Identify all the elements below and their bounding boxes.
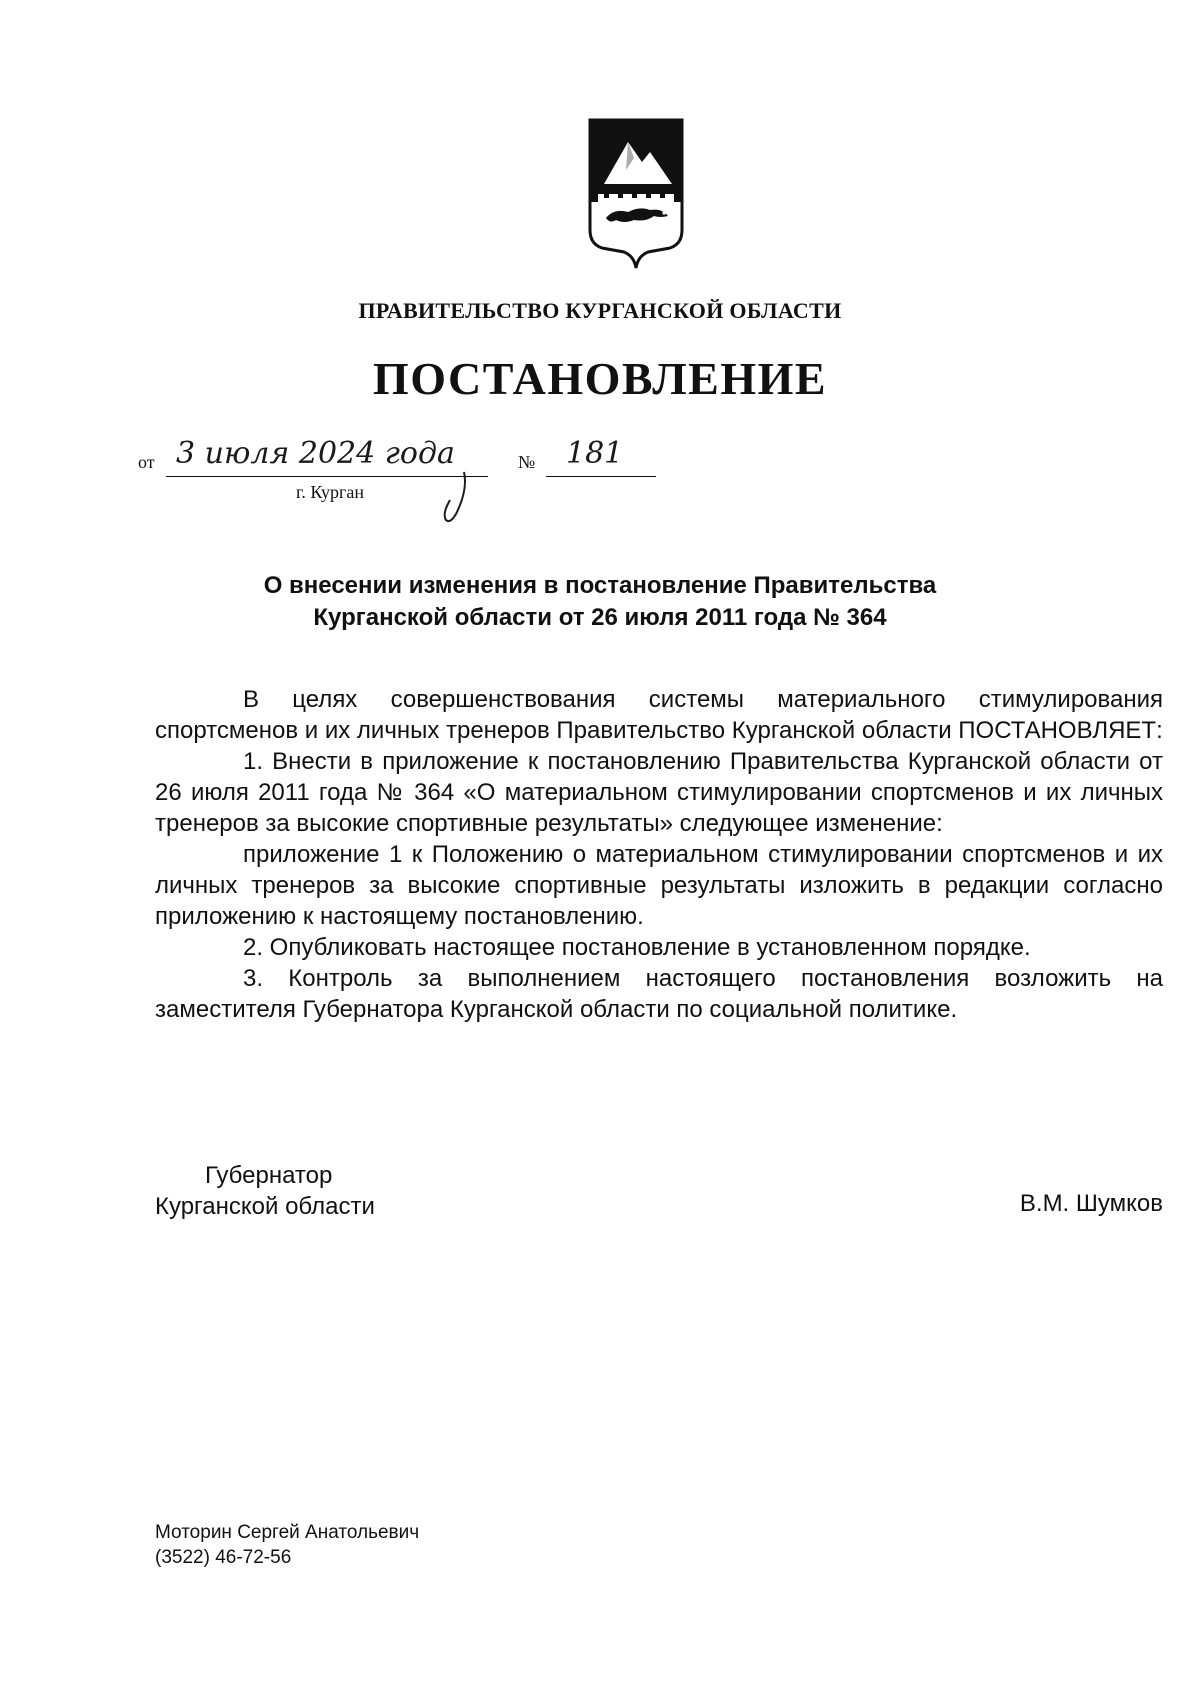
date-number-line [138, 436, 658, 526]
subject-line-1: О внесении изменения в постановление Правительства [263, 572, 937, 599]
handwritten-stroke [440, 470, 470, 526]
decree-body [155, 684, 1163, 1025]
signer-title-line-1: Губернатор [205, 1162, 333, 1189]
document-type: ПОСТАНОВЛЕНИЕ [372, 353, 828, 404]
handwritten-date: 3 июля 2024 года [176, 436, 455, 471]
executor-phone: (3522) 46-72-56 [155, 1547, 292, 1568]
body-paragraph-1: 1. Внести в приложение к постановлению Правительства Курганской области от 26 июля 2011 года № 364 «О материальном стимулировании спортсменов и их личных тренеров за высокие спортивные результаты» следующее изменение: [155, 748, 1163, 837]
handwritten-number: 181 [566, 436, 624, 471]
signature-block [155, 1160, 1163, 1240]
number-underline [546, 476, 656, 477]
subject-line-2: Курганской области от 26 июля 2011 года № 364 [313, 604, 887, 631]
signer-title-line-2: Курганской области [155, 1193, 375, 1220]
from-label: от [138, 452, 155, 472]
coat-of-arms-emblem [588, 118, 684, 270]
executor-name: Моторин Сергей Анатольевич [155, 1522, 420, 1543]
government-name: ПРАВИТЕЛЬСТВО КУРГАНСКОЙ ОБЛАСТИ [358, 298, 842, 323]
body-paragraph-2: 2. Опубликовать настоящее постановление в установленном порядке. [243, 934, 1031, 961]
body-paragraph-3: 3. Контроль за выполнением настоящего постановления возложить на заместителя Губернатора Курганской области по социальной политике. [155, 965, 1163, 1023]
executor-contact [155, 1520, 419, 1570]
body-paragraph-1-amendment: приложение 1 к Положению о материальном стимулировании спортсменов и их личных тренеров за высокие спортивные результаты изложить в редакции согласно приложению к настоящему постановлению. [155, 841, 1163, 930]
city-label: г. Курган [296, 482, 365, 502]
number-label: № [518, 452, 536, 472]
body-paragraph-preamble: В целях совершенствования системы материального стимулирования спортсменов и их личных тренеров Правительство Курганской области ПОСТАНОВЛЯЕТ: [155, 686, 1163, 744]
signer-name: В.М. Шумков [1019, 1190, 1163, 1217]
decree-subject [150, 570, 1050, 634]
